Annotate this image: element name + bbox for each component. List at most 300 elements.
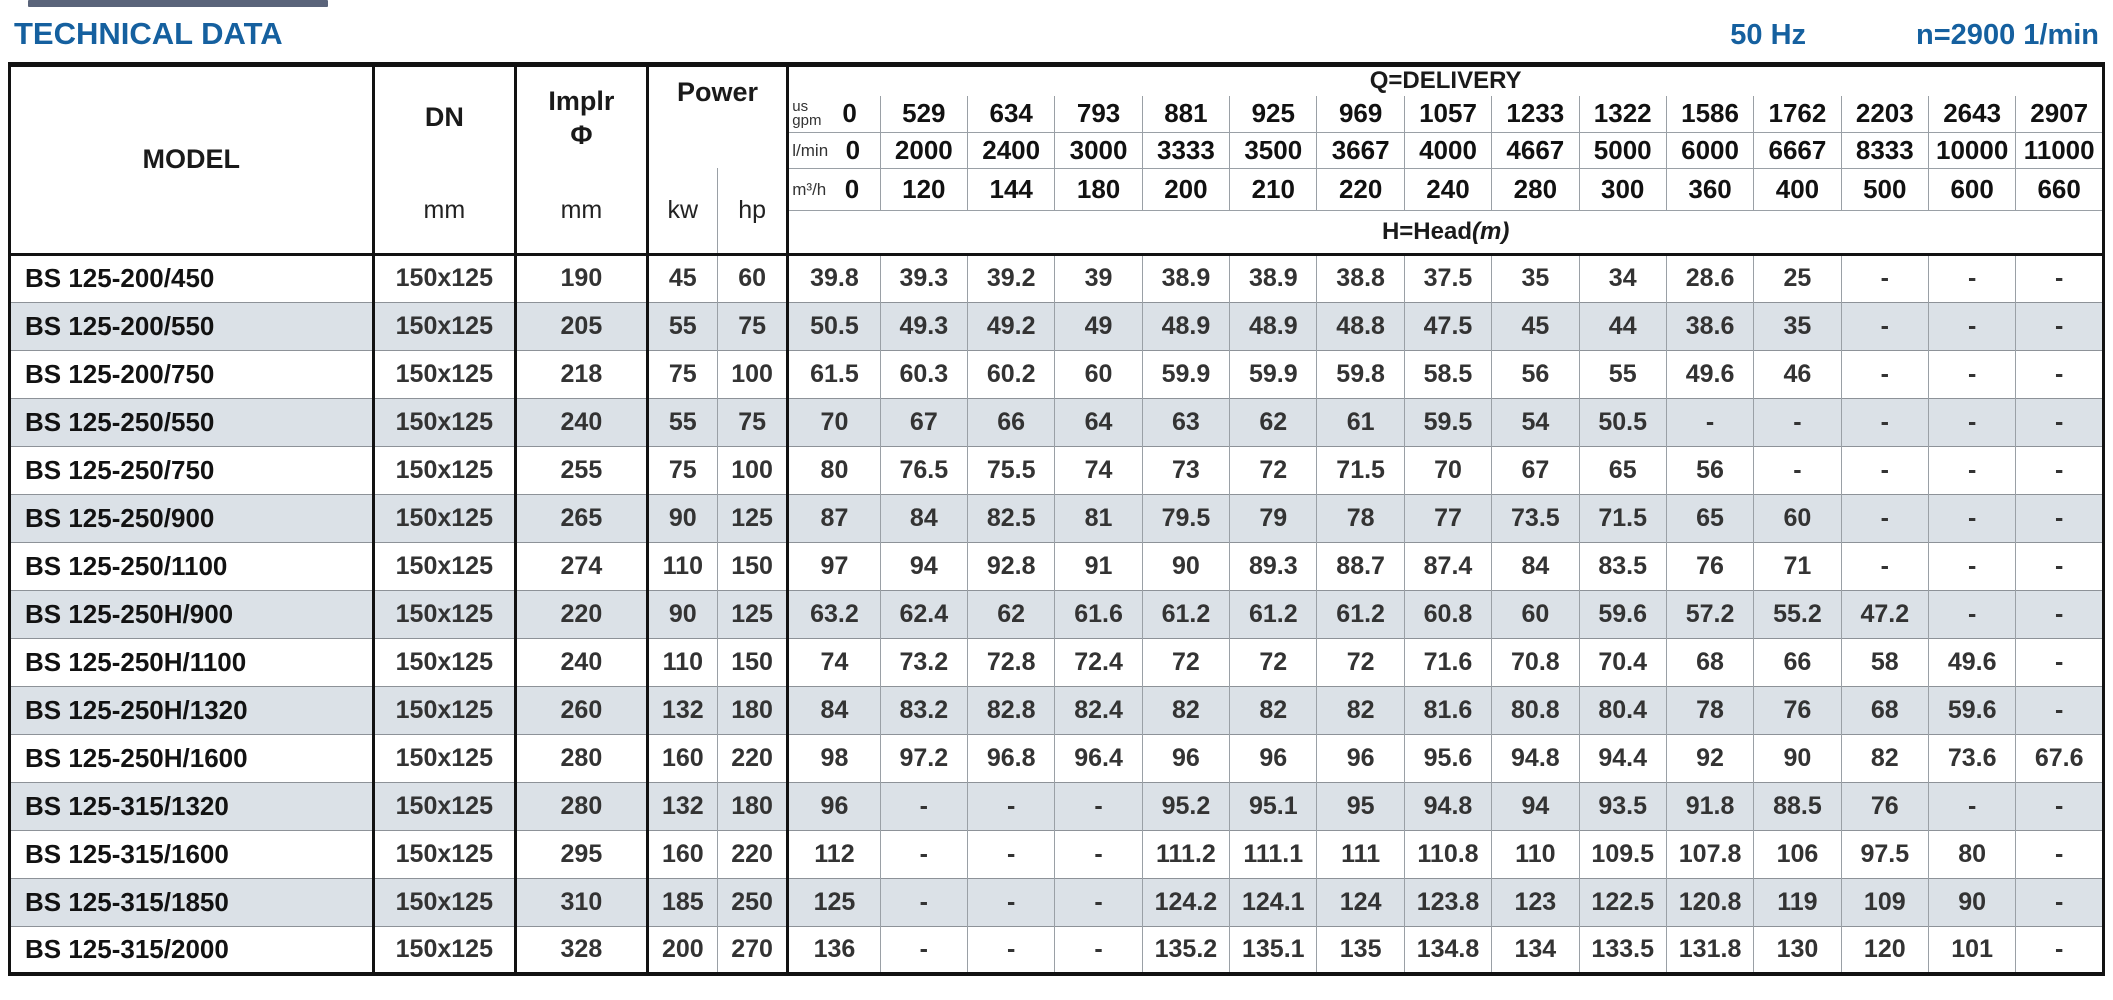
- head-cell: 76: [1754, 686, 1841, 734]
- head-cell: -: [968, 926, 1055, 974]
- m3h-value: 400: [1754, 168, 1841, 210]
- table-row: [10, 638, 2104, 686]
- head-cell: -: [1754, 398, 1841, 446]
- head-cell: 110: [1492, 830, 1579, 878]
- column-header-implr: [516, 65, 648, 169]
- head-cell: 73.6: [1928, 734, 2015, 782]
- hp-cell: 270: [717, 926, 787, 974]
- head-cell: 97: [788, 542, 880, 590]
- head-cell: 80.8: [1492, 686, 1579, 734]
- head-cell: 39.8: [788, 254, 880, 302]
- head-cell: 96: [1230, 734, 1317, 782]
- dn-cell: 150x125: [373, 494, 516, 542]
- head-cell: 46: [1754, 350, 1841, 398]
- head-cell: 95.2: [1142, 782, 1229, 830]
- dn-cell: 150x125: [373, 350, 516, 398]
- hp-cell: 75: [717, 302, 787, 350]
- head-cell: -: [1055, 782, 1142, 830]
- usgpm-unit-cell: [789, 98, 879, 129]
- head-cell: 72: [1142, 638, 1229, 686]
- head-cell: -: [1928, 398, 2015, 446]
- head-cell: 79.5: [1142, 494, 1229, 542]
- m3h-value: 300: [1579, 168, 1666, 210]
- head-cell: 38.9: [1142, 254, 1229, 302]
- head-cell: 135.2: [1142, 926, 1229, 974]
- model-cell: BS 125-315/2000: [10, 926, 374, 974]
- kw-cell: 90: [647, 590, 717, 638]
- head-cell: 96: [1317, 734, 1404, 782]
- head-cell: 59.6: [1579, 590, 1666, 638]
- head-cell: 120.8: [1666, 878, 1753, 926]
- kw-cell: 55: [647, 302, 717, 350]
- hp-cell: 180: [717, 686, 787, 734]
- head-cell: 101: [1928, 926, 2015, 974]
- head-cell: 94.8: [1492, 734, 1579, 782]
- head-cell: 98: [788, 734, 880, 782]
- head-cell: 39.2: [968, 254, 1055, 302]
- head-cell: 96.4: [1055, 734, 1142, 782]
- head-cell: 89.3: [1230, 542, 1317, 590]
- m3h-value: 360: [1666, 168, 1753, 210]
- head-cell: -: [2055, 455, 2064, 484]
- head-cell: 60.2: [968, 350, 1055, 398]
- head-cell: 78: [1317, 494, 1404, 542]
- head-cell: -: [880, 782, 967, 830]
- lmin-value: 2000: [880, 132, 967, 168]
- head-cell: 56: [1492, 350, 1579, 398]
- head-cell: 39: [1055, 254, 1142, 302]
- head-cell: -: [1841, 302, 1928, 350]
- model-cell: BS 125-250H/1600: [10, 734, 374, 782]
- head-cell: -: [2055, 695, 2064, 724]
- head-cell: 134.8: [1404, 926, 1491, 974]
- head-cell: -: [2055, 551, 2064, 580]
- head-cell: 95: [1317, 782, 1404, 830]
- head-cell: 59.8: [1317, 350, 1404, 398]
- usgpm-value: 1233: [1492, 96, 1579, 132]
- head-cell: 124: [1317, 878, 1404, 926]
- head-cell: 107.8: [1666, 830, 1753, 878]
- lmin-value: 0: [845, 134, 861, 165]
- head-cell: 124.1: [1230, 878, 1317, 926]
- head-cell: 94: [880, 542, 967, 590]
- table-row: [10, 878, 2104, 926]
- head-cell: 111.2: [1142, 830, 1229, 878]
- head-cell: 48.8: [1317, 302, 1404, 350]
- lmin-value: [788, 132, 880, 168]
- m3h-unit-cell: [789, 174, 879, 205]
- head-cell: 84: [1492, 542, 1579, 590]
- delivery-header: Q=DELIVERY: [1369, 67, 1522, 94]
- head-cell: 94: [1492, 782, 1579, 830]
- table-header: [10, 65, 2104, 255]
- lmin-value: 3000: [1055, 132, 1142, 168]
- head-cell: 93.5: [1579, 782, 1666, 830]
- dn-unit-mm: mm: [373, 168, 516, 254]
- dn-cell: 150x125: [373, 542, 516, 590]
- head-cell: 76: [1666, 542, 1753, 590]
- head-cell: 78: [1666, 686, 1753, 734]
- dn-cell: 150x125: [373, 590, 516, 638]
- table-row: [10, 734, 2104, 782]
- implr-cell: 328: [516, 926, 648, 974]
- head-cell: -: [2055, 647, 2064, 676]
- head-row-label: [788, 210, 2104, 254]
- hp-cell: 100: [717, 446, 787, 494]
- head-cell: 134: [1492, 926, 1579, 974]
- kw-cell: 45: [647, 254, 717, 302]
- usgpm-value: [788, 96, 880, 132]
- table-row: [10, 590, 2104, 638]
- table-row: [10, 302, 2104, 350]
- head-cell: 96: [788, 782, 880, 830]
- head-cell: 49.2: [968, 302, 1055, 350]
- lmin-value: 2400: [968, 132, 1055, 168]
- head-cell: 97.5: [1841, 830, 1928, 878]
- head-cell: 124.2: [1142, 878, 1229, 926]
- head-cell: 80: [788, 446, 880, 494]
- speed-label: n=2900 1/min: [1916, 19, 2099, 51]
- dn-cell: 150x125: [373, 734, 516, 782]
- head-cell: 59.9: [1142, 350, 1229, 398]
- head-cell: 109: [1841, 878, 1928, 926]
- table-row: [10, 926, 2104, 974]
- head-cell: 73: [1142, 446, 1229, 494]
- implr-label: Implr: [548, 85, 615, 116]
- head-cell: 81: [1055, 494, 1142, 542]
- hp-cell: 125: [717, 494, 787, 542]
- head-cell: -: [880, 926, 967, 974]
- frequency-label: 50 Hz: [1730, 19, 1807, 51]
- usgpm-value: 1762: [1754, 96, 1841, 132]
- head-cell: -: [2055, 264, 2064, 292]
- head-cell: 82: [1317, 686, 1404, 734]
- head-cell: 123.8: [1404, 878, 1491, 926]
- m3h-value: 220: [1317, 168, 1404, 210]
- model-cell: BS 125-315/1320: [10, 782, 374, 830]
- column-header-dn: DN: [373, 65, 516, 169]
- head-cell: 91: [1055, 542, 1142, 590]
- head-cell: 79: [1230, 494, 1317, 542]
- column-header-kw: kw: [647, 168, 717, 254]
- kw-cell: 132: [647, 686, 717, 734]
- usgpm-value: 2203: [1841, 96, 1928, 132]
- table-row: [10, 350, 2104, 398]
- m3h-value: 240: [1404, 168, 1491, 210]
- head-cell: -: [968, 878, 1055, 926]
- dn-cell: 150x125: [373, 398, 516, 446]
- head-cell: 72: [1317, 638, 1404, 686]
- usgpm-value: 529: [880, 96, 967, 132]
- kw-cell: 90: [647, 494, 717, 542]
- head-cell: -: [968, 830, 1055, 878]
- head-cell: -: [2055, 934, 2064, 963]
- m3h-value: 210: [1230, 168, 1317, 210]
- head-cell: 73.5: [1492, 494, 1579, 542]
- usgpm-value: 1586: [1666, 96, 1753, 132]
- head-cell: -: [2055, 791, 2064, 820]
- kw-cell: 75: [647, 446, 717, 494]
- model-cell: BS 125-200/750: [10, 350, 374, 398]
- head-cell: -: [1928, 782, 2015, 830]
- head-cell: 70: [1404, 446, 1491, 494]
- head-cell: -: [2055, 887, 2064, 916]
- head-cell: -: [2055, 839, 2064, 868]
- table-row: [10, 830, 2104, 878]
- head-cell: 59.5: [1404, 398, 1491, 446]
- m3h-unit-label: m³/h: [792, 179, 827, 199]
- head-cell: 38.8: [1317, 254, 1404, 302]
- usgpm-value: 925: [1230, 96, 1317, 132]
- model-cell: BS 125-250/900: [10, 494, 374, 542]
- head-cell: -: [1928, 494, 2015, 542]
- hp-cell: 75: [717, 398, 787, 446]
- model-cell: BS 125-250/550: [10, 398, 374, 446]
- head-cell: 131.8: [1666, 926, 1753, 974]
- head-cell: 39.3: [880, 254, 967, 302]
- head-cell: -: [968, 782, 1055, 830]
- head-cell: 54: [1492, 398, 1579, 446]
- usgpm-value: 881: [1142, 96, 1229, 132]
- head-cell: 110.8: [1404, 830, 1491, 878]
- head-cell: 62.4: [880, 590, 967, 638]
- model-cell: BS 125-250/1100: [10, 542, 374, 590]
- lmin-value: 6000: [1666, 132, 1753, 168]
- head-cell: -: [1928, 590, 2015, 638]
- head-cell: 62: [1230, 398, 1317, 446]
- column-header-model: MODEL: [10, 65, 374, 255]
- head-cell: 87.4: [1404, 542, 1491, 590]
- head-cell: 130: [1754, 926, 1841, 974]
- kw-cell: 110: [647, 542, 717, 590]
- head-cell: -: [1055, 830, 1142, 878]
- head-cell: -: [1928, 446, 2015, 494]
- hp-cell: 150: [717, 542, 787, 590]
- head-cell: 50.5: [788, 302, 880, 350]
- hp-cell: 180: [717, 782, 787, 830]
- head-cell: -: [2055, 503, 2064, 532]
- lmin-value: 3500: [1230, 132, 1317, 168]
- model-cell: BS 125-315/1850: [10, 878, 374, 926]
- usgpm-value: 2907: [2016, 96, 2104, 132]
- head-cell: 72: [1230, 638, 1317, 686]
- head-cell: 94.4: [1579, 734, 1666, 782]
- head-cell: 95.6: [1404, 734, 1491, 782]
- kw-cell: 55: [647, 398, 717, 446]
- head-cell: 45: [1492, 302, 1579, 350]
- head-cell: 60: [1055, 350, 1142, 398]
- implr-cell: 280: [516, 782, 648, 830]
- dn-cell: 150x125: [373, 302, 516, 350]
- head-cell: -: [2055, 359, 2064, 388]
- head-cell: 61.5: [788, 350, 880, 398]
- head-cell: -: [1928, 542, 2015, 590]
- model-cell: BS 125-315/1600: [10, 830, 374, 878]
- head-cell: 87: [788, 494, 880, 542]
- head-cell: -: [2055, 407, 2064, 436]
- hp-cell: 125: [717, 590, 787, 638]
- usgpm-value: 634: [968, 96, 1055, 132]
- head-cell: 77: [1404, 494, 1491, 542]
- head-cell: -: [1055, 926, 1142, 974]
- hp-cell: 100: [717, 350, 787, 398]
- dn-cell: 150x125: [373, 926, 516, 974]
- column-header-power: Power: [647, 65, 788, 169]
- head-cell: 61.2: [1142, 590, 1229, 638]
- head-cell: 55: [1579, 350, 1666, 398]
- head-cell: 60.3: [880, 350, 967, 398]
- kw-cell: 75: [647, 350, 717, 398]
- kw-cell: 160: [647, 830, 717, 878]
- dn-cell: 150x125: [373, 254, 516, 302]
- m3h-value: 0: [844, 173, 860, 204]
- head-cell: 61: [1317, 398, 1404, 446]
- kw-cell: 185: [647, 878, 717, 926]
- head-cell: 35: [1492, 254, 1579, 302]
- m3h-value: 660: [2016, 168, 2104, 210]
- implr-cell: 240: [516, 638, 648, 686]
- operating-conditions: [1730, 19, 2101, 52]
- lmin-value: 4667: [1492, 132, 1579, 168]
- head-cell: -: [1666, 398, 1753, 446]
- head-cell: 80.4: [1579, 686, 1666, 734]
- head-cell: 49.6: [1928, 638, 2015, 686]
- head-cell: -: [1841, 494, 1928, 542]
- head-cell: 90: [1142, 542, 1229, 590]
- head-cell: 83.5: [1579, 542, 1666, 590]
- head-cell: 120: [1841, 926, 1928, 974]
- head-cell: 91.8: [1666, 782, 1753, 830]
- dn-cell: 150x125: [373, 686, 516, 734]
- head-cell: -: [1754, 446, 1841, 494]
- model-cell: BS 125-200/450: [10, 254, 374, 302]
- head-cell: 109.5: [1579, 830, 1666, 878]
- lmin-value: 11000: [2016, 132, 2104, 168]
- head-cell: 74: [788, 638, 880, 686]
- head-cell: 82.8: [968, 686, 1055, 734]
- head-cell: 38.6: [1666, 302, 1753, 350]
- lmin-value: 5000: [1579, 132, 1666, 168]
- head-cell: 90: [1928, 878, 2015, 926]
- head-label: H=Head: [1381, 217, 1472, 245]
- head-cell: 75.5: [968, 446, 1055, 494]
- lmin-value: 3333: [1142, 132, 1229, 168]
- head-cell: 47.2: [1841, 590, 1928, 638]
- table-body: [10, 254, 2104, 974]
- head-cell: 96: [1142, 734, 1229, 782]
- head-cell: 49.6: [1666, 350, 1753, 398]
- head-cell: 88.7: [1317, 542, 1404, 590]
- dn-cell: 150x125: [373, 446, 516, 494]
- hp-cell: 60: [717, 254, 787, 302]
- head-cell: 84: [880, 494, 967, 542]
- model-cell: BS 125-250H/900: [10, 590, 374, 638]
- head-cell: -: [1841, 350, 1928, 398]
- head-cell: 95.1: [1230, 782, 1317, 830]
- column-header-hp: hp: [717, 168, 787, 254]
- lmin-unit-label: l/min: [792, 140, 829, 160]
- implr-unit-mm: mm: [516, 168, 648, 254]
- head-cell: 63: [1142, 398, 1229, 446]
- head-cell: 70: [788, 398, 880, 446]
- head-cell: 81.6: [1404, 686, 1491, 734]
- head-cell: -: [2055, 599, 2064, 628]
- head-cell: 65: [1666, 494, 1753, 542]
- lmin-unit-cell: [789, 135, 879, 166]
- implr-cell: 218: [516, 350, 648, 398]
- hp-cell: 250: [717, 878, 787, 926]
- m3h-value: 144: [968, 168, 1055, 210]
- lmin-value: 8333: [1841, 132, 1928, 168]
- usgpm-value: 969: [1317, 96, 1404, 132]
- head-cell: 82: [1142, 686, 1229, 734]
- head-cell: 72.8: [968, 638, 1055, 686]
- head-cell: 83.2: [880, 686, 967, 734]
- head-cell: -: [2055, 311, 2064, 340]
- head-cell: 35: [1754, 302, 1841, 350]
- head-cell: -: [1841, 398, 1928, 446]
- head-cell: -: [1928, 302, 2015, 350]
- head-cell: 71.6: [1404, 638, 1491, 686]
- technical-data-table: [8, 62, 2105, 976]
- head-cell: 76: [1841, 782, 1928, 830]
- head-cell: 62: [968, 590, 1055, 638]
- table-row: [10, 782, 2104, 830]
- lmin-value: 10000: [1928, 132, 2015, 168]
- head-cell: 34: [1579, 254, 1666, 302]
- head-cell: -: [1055, 878, 1142, 926]
- head-cell: 123: [1492, 878, 1579, 926]
- usgpm-value: 1057: [1404, 96, 1491, 132]
- head-cell: 25: [1754, 254, 1841, 302]
- hp-cell: 150: [717, 638, 787, 686]
- head-cell: 82.5: [968, 494, 1055, 542]
- head-cell: 112: [788, 830, 880, 878]
- head-cell: 68: [1666, 638, 1753, 686]
- m3h-value: 180: [1055, 168, 1142, 210]
- implr-cell: 240: [516, 398, 648, 446]
- head-cell: 125: [788, 878, 880, 926]
- m3h-value: 200: [1142, 168, 1229, 210]
- head-cell: 92.8: [968, 542, 1055, 590]
- dn-cell: 150x125: [373, 878, 516, 926]
- head-cell: 61.2: [1317, 590, 1404, 638]
- head-cell: 37.5: [1404, 254, 1491, 302]
- implr-cell: 274: [516, 542, 648, 590]
- head-cell: -: [1928, 254, 2015, 302]
- kw-cell: 132: [647, 782, 717, 830]
- implr-cell: 280: [516, 734, 648, 782]
- head-cell: 94.8: [1404, 782, 1491, 830]
- head-cell: -: [1928, 350, 2015, 398]
- m3h-value: [788, 168, 880, 210]
- lmin-value: 4000: [1404, 132, 1491, 168]
- head-cell: 97.2: [880, 734, 967, 782]
- model-cell: BS 125-250H/1100: [10, 638, 374, 686]
- head-cell: 96.8: [968, 734, 1055, 782]
- head-cell: 50.5: [1579, 398, 1666, 446]
- head-cell: 48.9: [1230, 302, 1317, 350]
- head-cell: 71.5: [1579, 494, 1666, 542]
- head-cell: -: [880, 878, 967, 926]
- title-bar: [8, 0, 2105, 62]
- head-cell: 92: [1666, 734, 1753, 782]
- dn-cell: 150x125: [373, 638, 516, 686]
- kw-cell: 160: [647, 734, 717, 782]
- head-cell: 57.2: [1666, 590, 1753, 638]
- head-cell: 80: [1928, 830, 2015, 878]
- table-row: [10, 446, 2104, 494]
